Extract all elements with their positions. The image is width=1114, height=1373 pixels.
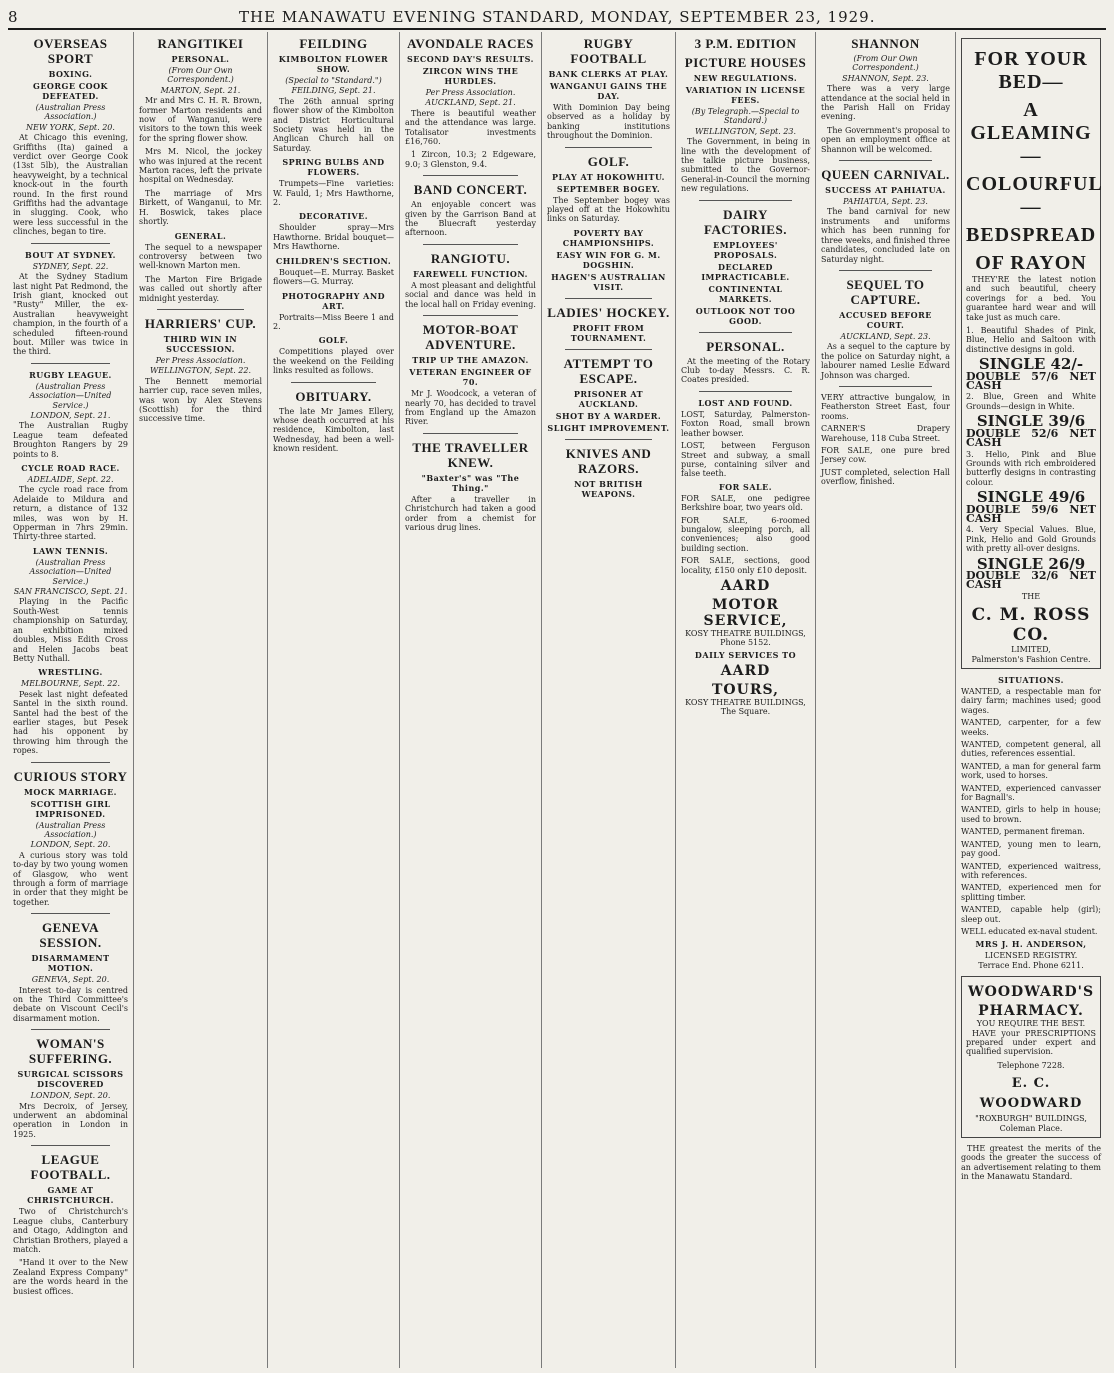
divider xyxy=(699,332,792,333)
classified-ad: WANTED, permanent fireman. xyxy=(961,827,1085,837)
divider xyxy=(31,762,110,763)
article-body: Pesek last night defeated Santel in the sixth round. Santel had the best of the earlier stages, but Pesek had his opponent by throwing him through the ropes. xyxy=(13,689,128,756)
ad-item: 4. Very Special Values. Blue, Pink, Helio and Gold Grounds with pretty all-over designs. xyxy=(966,525,1096,554)
article-body: There was a very large attendance at the social held in the Parish Hall on Friday evening. xyxy=(821,84,950,122)
byline: (Australian Press Association—United Service.) xyxy=(29,557,112,586)
price-double: DOUBLE 52/6 NET CASH xyxy=(966,426,1096,450)
column-advertisements xyxy=(956,32,1106,1368)
article-body: The Marton Fire Brigade was called out shortly after midnight yesterday. xyxy=(139,274,262,303)
subheading: BOXING. xyxy=(48,69,93,79)
heading-harriers-cup: HARRIERS' CUP. xyxy=(144,315,257,331)
subheading: EMPLOYEES' PROPOSALS. xyxy=(713,239,778,260)
heading-queen-carnival: QUEEN CARNIVAL. xyxy=(821,167,950,183)
price-single: SINGLE 42/- xyxy=(978,355,1084,374)
article-body: At Chicago this evening, Griffiths (Ita) gained a verdict over George Cook (13st 5lb), the Australian heavyweight, by a technical knock-out in the fourth round. In the first round Griffiths had the advantage in slugging. Cook, who were less successful in the clinches, began to tire. xyxy=(13,133,128,237)
dateline: GENEVA, Sept. 20. xyxy=(31,975,110,985)
subheading: VETERAN ENGINEER OF 70. xyxy=(409,367,532,388)
aard-motor-service-title: AARD xyxy=(720,577,771,594)
article-body: The band carnival for new instruments and uniforms which has been running for three weeks, and finished three candidates, concluded late on Saturday night. xyxy=(821,207,950,264)
masthead xyxy=(8,6,1106,30)
ad-item: 3. Helio, Pink and Blue Grounds with rich embroidered butterfly designs in contrasting colour. xyxy=(966,449,1096,487)
subheading: HAGEN'S AUSTRALIAN VISIT. xyxy=(551,271,666,292)
divider xyxy=(699,391,792,392)
subheading: "Baxter's" was "The Thing." xyxy=(421,472,520,493)
divider xyxy=(565,439,652,440)
subheading: OUTLOOK NOT TOO GOOD. xyxy=(695,305,796,326)
classified-ad: WANTED, experienced waitress, with references. xyxy=(961,861,1101,880)
price-double: DOUBLE 32/6 NET CASH xyxy=(966,568,1096,592)
divider xyxy=(31,363,110,364)
article-body: At the Sydney Stadium last night Pat Redmond, the Irish giant, knocked out "Rusty" Miller, the ex-Australian heavyweight champion, in the fourth of a scheduled fifteen-round bout. Miller was twice in the third. xyxy=(13,272,128,357)
article-body: The cycle road race from Adelaide to Mildura and return, a distance of 132 miles, was won by H. Opperman in 7hrs 29min. Thirty-three started. xyxy=(13,485,128,542)
article-body: As a sequel to the capture by the police on Saturday night, a labourer named Leslie Edward Johnson was charged. xyxy=(821,342,950,380)
heading-feilding: FEILDING xyxy=(299,36,368,51)
article-body: The marriage of Mrs Birkett, of Wanganui, to Mr. H. Boswick, takes place shortly. xyxy=(139,188,262,227)
article-body: Mrs M. Nicol, the jockey who was injured at the recent Marton races, left the private hospital on Wednesday. xyxy=(139,147,262,185)
price-single: SINGLE 39/6 xyxy=(976,412,1086,431)
subheading: SLIGHT IMPROVEMENT. xyxy=(547,422,670,433)
subheading: GEORGE COOK DEFEATED. xyxy=(32,81,109,101)
byline: (Australian Press Association.) xyxy=(35,103,106,122)
heading-situations: SITUATIONS. xyxy=(998,675,1064,685)
divider xyxy=(31,1145,110,1146)
classified-ad: LOST, between Ferguson Street and subway, a small purse, containing silver and false teeth. xyxy=(681,441,810,479)
article-body: There is beautiful weather and the attendance was large. Totalisator investments £16,760. xyxy=(405,108,536,147)
column-rugby-football xyxy=(542,32,676,1368)
byline: Per Press Association. xyxy=(425,88,516,97)
heading-band-concert: BAND CONCERT. xyxy=(413,182,528,198)
subheading: LAWN TENNIS. xyxy=(32,545,109,556)
dateline: WELLINGTON, Sept. 22. xyxy=(149,366,252,376)
newspaper-title: THE MANAWATU EVENING STANDARD, MONDAY, SEPTEMBER 23, 1929. xyxy=(239,8,876,26)
subheading: MOCK MARRIAGE. xyxy=(24,786,117,797)
subheading: CONTINENTAL MARKETS. xyxy=(708,283,783,304)
subheading: POVERTY BAY CHAMPIONSHIPS. xyxy=(562,227,655,248)
heading-3pm-edition: 3 P.M. EDITION xyxy=(694,36,797,51)
article-body: The Government, in being in line with the development of the talkie picture business, submitted to the Governor-General-in-Council the morning new regulations. xyxy=(681,137,810,194)
article-body: The sequel to a newspaper controversy between two well-known Marton men. xyxy=(139,242,262,271)
subheading: GOLF. xyxy=(318,335,349,346)
divider xyxy=(699,200,792,201)
classified-ad: FOR SALE, 6-roomed bungalow, sleeping porch, all conveniences; also good building section. xyxy=(681,515,810,553)
subheading: VARIATION IN LICENSE FEES. xyxy=(685,85,806,105)
classified-ad: WANTED, competent general, all duties, references essential. xyxy=(961,740,1101,759)
subheading: DECLARED IMPRACTICABLE. xyxy=(701,261,790,282)
woodward-note: YOU REQUIRE THE BEST. xyxy=(976,1019,1086,1029)
classified-ad: WANTED, a respectable man for dairy farm; machines used; good wages. xyxy=(961,687,1101,715)
aard-services: DAILY SERVICES TO xyxy=(694,649,797,660)
heading-shannon: SHANNON xyxy=(851,36,920,51)
heading-overseas-sport: OVERSEAS SPORT xyxy=(33,36,108,66)
heading-womans-suffering: WOMAN'S SUFFERING. xyxy=(28,1036,113,1067)
ad-line: BEDSPREAD xyxy=(966,224,1097,246)
subheading: PRISONER AT AUCKLAND. xyxy=(573,388,644,409)
column-overseas-sport xyxy=(8,32,134,1368)
aard-address: KOSY THEATRE BUILDINGS, Phone 5152. xyxy=(685,628,806,648)
subheading: SURGICAL SCISSORS DISCOVERED xyxy=(17,1069,124,1090)
classified-ad: WANTED, young men to learn, pay good. xyxy=(961,839,1101,859)
article-body: Trumpets—Fine varieties: W. Fauld, 1; Mrs Hawthorne, 2. xyxy=(273,179,394,208)
column-3pm-edition xyxy=(676,32,816,1368)
columns xyxy=(8,32,1106,1368)
heading-motor-boat: MOTOR-BOAT ADVENTURE. xyxy=(422,322,519,353)
article-body: The September bogey was played off at the Hokowhitu links on Saturday. xyxy=(547,195,670,224)
subheading: PERSONAL. xyxy=(171,54,230,64)
heading-rangitikei: RANGITIKEI xyxy=(157,36,244,51)
dateline: LONDON, Sept. 21. xyxy=(30,410,111,420)
byline: (Australian Press Association—United Service.) xyxy=(29,381,112,410)
byline: (From Our Own Correspondent.) xyxy=(167,66,234,85)
classified-ad: WANTED, a man for general farm work, used to horses. xyxy=(961,761,1101,781)
heading-obituary: OBITUARY. xyxy=(295,388,372,404)
heading-picture-houses: PICTURE HOUSES xyxy=(684,55,807,70)
subheading: PHOTOGRAPHY AND ART. xyxy=(281,290,386,311)
subheading: DISARMAMENT MOTION. xyxy=(31,953,110,974)
company-tagline: Palmerston's Fashion Centre. xyxy=(971,654,1091,664)
article-body: Competitions played over the weekend on the Feilding links resulted as follows. xyxy=(273,347,394,376)
classified-ad: FOR SALE, one pure bred Jersey cow. xyxy=(821,445,950,465)
classified-ad: WANTED, experienced canvasser for Bagnall's. xyxy=(961,783,1101,803)
subheading: DECORATIVE. xyxy=(298,211,369,222)
subheading: PLAY AT HOKOWHITU. xyxy=(552,171,665,182)
heading-lost-and-found: LOST AND FOUND. xyxy=(698,397,793,408)
woodward-sub: PHARMACY. xyxy=(978,1003,1084,1020)
classified-ad: WANTED, carpenter, for a few weeks. xyxy=(961,718,1101,737)
dateline: NEW YORK, Sept. 20. xyxy=(26,122,115,132)
subheading: GENERAL. xyxy=(174,230,227,241)
ad-line: COLOURFUL— xyxy=(966,173,1103,218)
classified-ad: LOST, Saturday, Palmerston-Foxton Road, small brown leather bowser. xyxy=(681,409,810,438)
byline: (Australian Press Association.) xyxy=(35,820,106,839)
article-body: An enjoyable concert was given by the Garrison Band at the Bluecraft yesterday afternoon. xyxy=(405,200,536,238)
subheading: SEPTEMBER BOGEY. xyxy=(556,183,661,194)
byline: (Special to "Standard.") xyxy=(285,76,382,85)
woodward-body: HAVE your PRESCRIPTIONS prepared under expert and qualified supervision. xyxy=(966,1028,1096,1057)
heading-rugby-football: RUGBY FOOTBALL xyxy=(570,36,647,66)
woodward-advertisement xyxy=(961,976,1101,1138)
article-body: After a traveller in Christchurch had taken a good order from a chemist for various drug lines. xyxy=(405,494,536,532)
woodward-title: "ROXBURGH" BUILDINGS, xyxy=(975,1114,1087,1124)
article-body: The Government's proposal to open an employment office at Shannon will be welcomed. xyxy=(821,125,950,154)
subheading: NEW REGULATIONS. xyxy=(693,73,798,83)
divider xyxy=(291,382,376,383)
article-body: Playing in the Pacific South-West tennis championship on Saturday, an exhibition mixed doubles, Miss Edith Cross and Helen Jacobs beat Betty Nuthall. xyxy=(13,597,128,663)
divider xyxy=(839,386,932,387)
classified-ad: CARNER'S Drapery Warehouse, 118 Cuba Street. xyxy=(821,424,950,443)
byline: (By Telegraph.—Special to Standard.) xyxy=(691,107,800,126)
subheading: NOT BRITISH WEAPONS. xyxy=(574,478,643,499)
heading-avondale-races: AVONDALE RACES xyxy=(407,36,534,51)
article-body: At the meeting of the Rotary Club to-day Messrs. C. R. Coates presided. xyxy=(681,356,810,385)
woodward-telephone: Telephone 7228. xyxy=(997,1060,1065,1070)
dateline: AUCKLAND, Sept. 23. xyxy=(840,331,931,341)
subheading: WANGANUI GAINS THE DAY. xyxy=(549,81,668,101)
divider xyxy=(423,175,518,176)
subheading: SCOTTISH GIRL IMPRISONED. xyxy=(30,798,111,819)
article-body: Two of Christchurch's League clubs, Canterbury and Otago, Addington and Christian Brothers, played a match. xyxy=(13,1207,128,1254)
heading-dairy-factories: DAIRY FACTORIES. xyxy=(704,206,787,237)
subheading: TRIP UP THE AMAZON. xyxy=(412,355,529,366)
aard-tours-title: AARD xyxy=(720,662,771,679)
dateline: SAN FRANCISCO, Sept. 21. xyxy=(13,587,128,597)
subheading: ACCUSED BEFORE COURT. xyxy=(839,309,932,330)
article-body: A curious story was told to-day by two young women of Glasgow, who went through a form of marriage in order that they might be together. xyxy=(13,850,128,907)
aard-motor-service-sub: MOTOR SERVICE, xyxy=(703,596,788,629)
classified-ad: FOR SALE, sections, good locality, £150 only £10 deposit. xyxy=(681,556,810,575)
divider xyxy=(839,270,932,271)
article-body: The 26th annual spring flower show of the Kimbolton and District Horticultural Society was held in the Anglican Church hall on Saturday. xyxy=(273,96,394,153)
subheading: CHILDREN'S SECTION. xyxy=(275,255,392,266)
article-body: The Bennett memorial harrier cup, race seven miles, was won by Alex Stevens (Scottish) for the third successive time. xyxy=(139,376,262,424)
dateline: AUCKLAND, Sept. 21. xyxy=(425,98,516,108)
subheading: WRESTLING. xyxy=(38,667,103,678)
dateline: SYDNEY, Sept. 22. xyxy=(32,261,109,271)
subheading: CYCLE ROAD RACE. xyxy=(21,463,120,473)
footer-note: THE greatest the merits of the goods the greater the success of an advertisement relating to them in the Manawatu Standard. xyxy=(961,1144,1101,1182)
heading-personal: PERSONAL. xyxy=(706,338,785,354)
article-body: The Australian Rugby League team defeated Broughton Rangers by 29 points to 8. xyxy=(13,421,128,459)
woodward-heading: WOODWARD'S xyxy=(967,984,1095,1001)
column-feilding xyxy=(268,32,400,1368)
classified-ad: JUST completed, selection Hall overflow, finished. xyxy=(821,467,950,487)
ad-line: OF RAYON xyxy=(975,252,1087,274)
heading-attempt-to-escape: ATTEMPT TO ESCAPE. xyxy=(563,355,654,386)
article-body: A most pleasant and delightful social and dance was held in the local hall on Friday evening. xyxy=(405,280,536,309)
divider xyxy=(565,298,652,299)
heading-ladies-hockey: LADIES' HOCKEY. xyxy=(547,304,670,320)
article-body: Bouquet—E. Murray. Basket flowers—G. Murray. xyxy=(273,267,394,287)
heading-golf: GOLF. xyxy=(587,153,630,169)
article-body: Shoulder spray—Mrs Hawthorne. Bridal bouquet—Mrs Hawthorne. xyxy=(273,223,394,252)
column-avondale-races xyxy=(400,32,542,1368)
dateline: MARTON, Sept. 21. xyxy=(160,85,241,95)
dateline: FEILDING, Sept. 21. xyxy=(291,86,376,96)
aard-tours-sub: TOURS, xyxy=(712,681,779,698)
subheading: SHOT BY A WARDER. xyxy=(555,410,662,421)
subheading: SECOND DAY'S RESULTS. xyxy=(407,54,534,64)
heading-traveller-knew: THE TRAVELLER KNEW. xyxy=(412,439,529,470)
subheading: ZIRCON WINS THE HURDLES. xyxy=(422,66,519,86)
subheading: BANK CLERKS AT PLAY. xyxy=(548,69,669,79)
race-results: 1 Zircon, 10.3; 2 Edgeware, 9.0; 3 Glenston, 9.4. xyxy=(405,150,536,169)
company-prefix: THE xyxy=(1021,591,1041,601)
divider xyxy=(565,349,652,350)
article-body: With Dominion Day being observed as a holiday by banking institutions throughout the Dominion. xyxy=(547,103,670,141)
ad-body: THEY'RE the latest notion and such beautiful, cheery coverings for a bed. You guarantee hard wear and will take just as much care. xyxy=(966,275,1096,322)
dateline: PAHIATUA, Sept. 23. xyxy=(843,197,928,207)
divider xyxy=(839,160,932,161)
divider xyxy=(31,913,110,914)
subheading: SUCCESS AT PAHIATUA. xyxy=(825,185,946,196)
subheading: FAREWELL FUNCTION. xyxy=(413,268,528,279)
heading-league-football: LEAGUE FOOTBALL. xyxy=(30,1152,111,1183)
article-body: "Hand it over to the New Zealand Express Company" are the words heard in the busiest offices. xyxy=(13,1258,128,1296)
dateline: LONDON, Sept. 20. xyxy=(30,840,111,850)
classified-ad: WANTED, capable help (girl); sleep out. xyxy=(961,905,1101,924)
classified-ad: VERY attractive bungalow, in Featherston Street East, four rooms. xyxy=(821,392,950,421)
anderson-address: Terrace End. Phone 6211. xyxy=(978,960,1084,970)
dateline: SHANNON, Sept. 23. xyxy=(842,73,929,83)
price-single: SINGLE 49/6 xyxy=(976,488,1086,507)
article-body: Mrs Decroix, of Jersey, underwent an abdominal operation in London in 1925. xyxy=(13,1101,128,1139)
classified-ad: FOR SALE, one pedigree Berkshire boar, two years old. xyxy=(681,493,810,513)
subheading: EASY WIN FOR G. M. DOGSHIN. xyxy=(556,249,661,270)
subheading: SPRING BULBS AND FLOWERS. xyxy=(282,157,385,178)
article-body: The late Mr James Ellery, whose death occurred at his residence, Kimbolton, last Wednesday, had been a well-known resident. xyxy=(273,406,394,454)
dateline: MELBOURNE, Sept. 22. xyxy=(21,679,120,689)
anderson-heading: MRS J. H. ANDERSON, xyxy=(975,939,1087,950)
article-body: Portraits—Miss Beere 1 and 2. xyxy=(273,312,394,331)
column-shannon xyxy=(816,32,956,1368)
heading-for-sale: FOR SALE. xyxy=(718,481,773,492)
divider xyxy=(31,1029,110,1030)
column-rangitikei xyxy=(134,32,268,1368)
byline: (From Our Own Correspondent.) xyxy=(852,54,919,73)
heading-curious-story: CURIOUS STORY xyxy=(13,768,128,784)
woodward-name: E. C. WOODWARD xyxy=(979,1076,1083,1112)
dateline: WELLINGTON, Sept. 23. xyxy=(694,126,797,136)
page-number: 8 xyxy=(8,8,19,26)
price-double: DOUBLE 59/6 NET CASH xyxy=(966,502,1096,525)
divider xyxy=(31,243,110,244)
aard-tours-address: KOSY THEATRE BUILDINGS, The Square. xyxy=(685,697,806,717)
heading-knives-and-razors: KNIVES AND RAZORS. xyxy=(565,445,652,476)
article-body: Mr and Mrs C. H. R. Brown, former Marton residents and now of Wanganui, were visitors to the town this week for the spring flower show. xyxy=(139,96,262,143)
heading-geneva: GENEVA SESSION. xyxy=(39,920,102,951)
subheading: RUGBY LEAGUE. xyxy=(29,369,112,380)
ad-line: FOR YOUR BED— xyxy=(974,48,1088,93)
subheading: THIRD WIN IN SUCCESSION. xyxy=(163,333,238,354)
company-limited: LIMITED, xyxy=(1011,645,1051,655)
divider xyxy=(565,147,652,148)
article-body: Interest to-day is centred on the Third Committee's debate on Viscount Cecil's disarmament motion. xyxy=(13,985,128,1023)
ad-line: A GLEAMING— xyxy=(970,99,1092,167)
price-single: SINGLE 26/9 xyxy=(976,554,1086,573)
anderson-sub: LICENSED REGISTRY. xyxy=(984,951,1078,961)
subheading: KIMBOLTON FLOWER SHOW. xyxy=(278,54,389,74)
divider xyxy=(423,244,518,245)
ad-item: 2. Blue, Green and White Grounds—design in White. xyxy=(966,392,1096,411)
woodward-address: Coleman Place. xyxy=(999,1123,1063,1133)
article-body: Mr J. Woodcock, a veteran of nearly 70, has decided to travel from England up the Amazon River. xyxy=(405,389,536,427)
dateline: LONDON, Sept. 20. xyxy=(30,1091,111,1101)
classified-ad: WANTED, girls to help in house; used to brown. xyxy=(961,805,1101,824)
bedspread-advertisement xyxy=(961,38,1101,669)
ad-item: 1. Beautiful Shades of Pink, Blue, Helio and Saltoon with distinctive designs in gold. xyxy=(966,326,1096,354)
subheading: GAME AT CHRISTCHURCH. xyxy=(27,1185,114,1206)
subheading: BOUT AT SYDNEY. xyxy=(25,249,116,260)
heading-sequel-to-capture: SEQUEL TO CAPTURE. xyxy=(846,276,925,307)
company-name: C. M. ROSS CO. xyxy=(971,605,1091,646)
byline: Per Press Association. xyxy=(155,355,246,365)
dateline: ADELAIDE, Sept. 22. xyxy=(27,475,114,484)
price-double: DOUBLE 57/6 NET CASH xyxy=(966,369,1096,393)
classified-ad: WANTED, experienced men for splitting timber. xyxy=(961,883,1101,902)
divider xyxy=(423,315,518,316)
classified-ad: WELL educated ex-naval student. xyxy=(961,926,1098,936)
heading-rangiotu: RANGIOTU. xyxy=(430,250,511,266)
divider xyxy=(423,433,518,434)
subheading: PROFIT FROM TOURNAMENT. xyxy=(570,322,647,343)
divider xyxy=(157,309,244,310)
